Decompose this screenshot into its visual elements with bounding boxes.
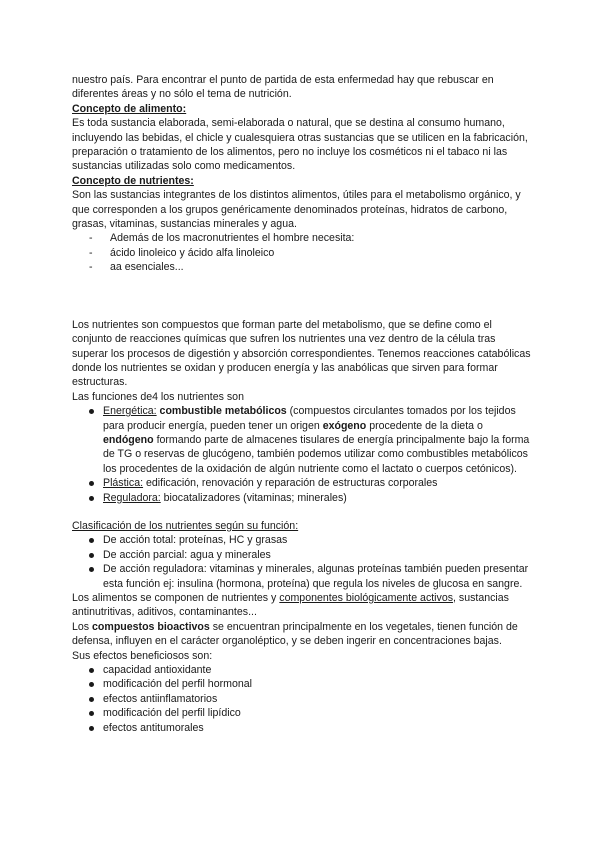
efectos-list: [72, 663, 532, 735]
list-item: - ácido linoleico y ácido alfa linoleico: [72, 246, 532, 260]
nutrientes-heading: Concepto de nutrientes:: [72, 174, 194, 187]
bioactivos-paragraph: [72, 620, 532, 649]
plastica-label: Plástica:: [103, 477, 144, 490]
list-item: efectos antitumorales: [72, 721, 532, 735]
alimento-paragraph: Es toda sustancia elaborada, semi-elaborada o natural, que se destina al consumo humano, incluyendo las bebidas, el chicle y cualesquiera otras sustancias que se utilicen en la fabricación, preparación o tratamiento de los alimentos, pero no incluye los cosméticos ni el tabaco ni las sustancias utilizadas solo como medicamentos.: [72, 117, 528, 173]
efectos-intro: Sus efectos beneficiosos son:: [72, 649, 213, 662]
alimento-heading: Concepto de alimento:: [72, 102, 187, 115]
list-item: [72, 404, 532, 476]
energetica-text-2: procedente de la dieta o: [366, 419, 483, 432]
componentes-paragraph: [72, 591, 532, 620]
list-item: modificación del perfil lipídico: [72, 706, 532, 720]
list-item: efectos antiinflamatorios: [72, 692, 532, 706]
document-page: [72, 73, 532, 735]
energetica-bold-exogeno: exógeno: [322, 419, 367, 432]
componentes-text-1: Los alimentos se componen de nutrientes y: [72, 592, 280, 604]
list-item: De acción parcial: agua y minerales: [72, 548, 532, 562]
intro-paragraph: nuestro país. Para encontrar el punto de partida de esta enfermedad hay que rebuscar en diferentes áreas y no sólo el tema de nutrición.: [72, 74, 494, 101]
reguladora-label: Reguladora:: [103, 491, 161, 504]
funciones-list: [72, 404, 532, 505]
list-item: De acción total: proteínas, HC y grasas: [72, 533, 532, 547]
bioactivos-bold: compuestos bioactivos: [92, 620, 210, 633]
reguladora-text: biocatalizadores (vitaminas; minerales): [160, 491, 347, 504]
metabolismo-paragraph: Los nutrientes son compuestos que forman parte del metabolismo, que se define como el conjunto de reacciones químicas que sufren los nutrientes una vez dentro de la célula tras superar los procesos de digestión y absorción correspondientes. Tenemos reacciones catabólicas donde los nutrientes se oxidan y producen energía y las anabólicas que sirven para formar estructuras.: [72, 318, 531, 389]
componentes-link: componentes biológicamente activos: [279, 592, 454, 604]
componentes-text-2: , sustancias antinutritivas, aditivos, contaminantes...: [72, 592, 509, 619]
list-item: De acción reguladora: vitaminas y minerales, algunas proteínas también pueden presentar esta función ej: insulina (hormona, proteína) que regula los niveles de glucosa en sangre.: [72, 562, 532, 591]
bioactivos-text-2: se encuentran principalmente en los vegetales, tienen función de defensa, influyen en el carácter organoléptico, y se deben ingerir en concentraciones bajas.: [72, 620, 518, 648]
clasificacion-heading: Clasificación de los nutrientes según su función:: [72, 519, 299, 532]
energetica-label: Energética:: [103, 405, 157, 418]
plastica-text: edificación, renovación y reparación de estructuras corporales: [143, 477, 438, 490]
nutrientes-dash-list: [72, 231, 532, 274]
energetica-text-1: (compuestos circulantes tomados por los tejidos para producir energía, pueden tener un origen: [103, 405, 516, 432]
list-item: [72, 491, 532, 505]
energetica-bold-combustible: combustible metabólicos: [159, 405, 287, 418]
nutrientes-paragraph: Son las sustancias integrantes de los distintos alimentos, útiles para el metabolismo orgánico, y que corresponden a los grupos genéricamente denominados proteínas, hidratos de carbono, grasas, vitaminas, sustancias minerales y agua.: [72, 189, 521, 231]
energetica-bold-endogeno: endógeno: [103, 433, 154, 446]
bioactivos-text-1: Los: [72, 620, 93, 633]
list-item: modificación del perfil hormonal: [72, 677, 532, 691]
list-item: [72, 476, 532, 490]
list-item: capacidad antioxidante: [72, 663, 532, 677]
list-item: - aa esenciales...: [72, 260, 532, 274]
list-item: - Además de los macronutrientes el hombre necesita:: [72, 231, 532, 245]
funciones-intro: Las funciones de4 los nutrientes son: [72, 390, 244, 403]
energetica-text-3: formando parte de almacenes tisulares de energía principalmente bajo la forma de TG o reservas de glucógeno, también podemos utilizar como combustibles metabólicos los procedentes de la oxidación de algún nutriente como el lactato o cuerpos cetónicos).: [103, 433, 530, 475]
clasificacion-list: [72, 533, 532, 591]
